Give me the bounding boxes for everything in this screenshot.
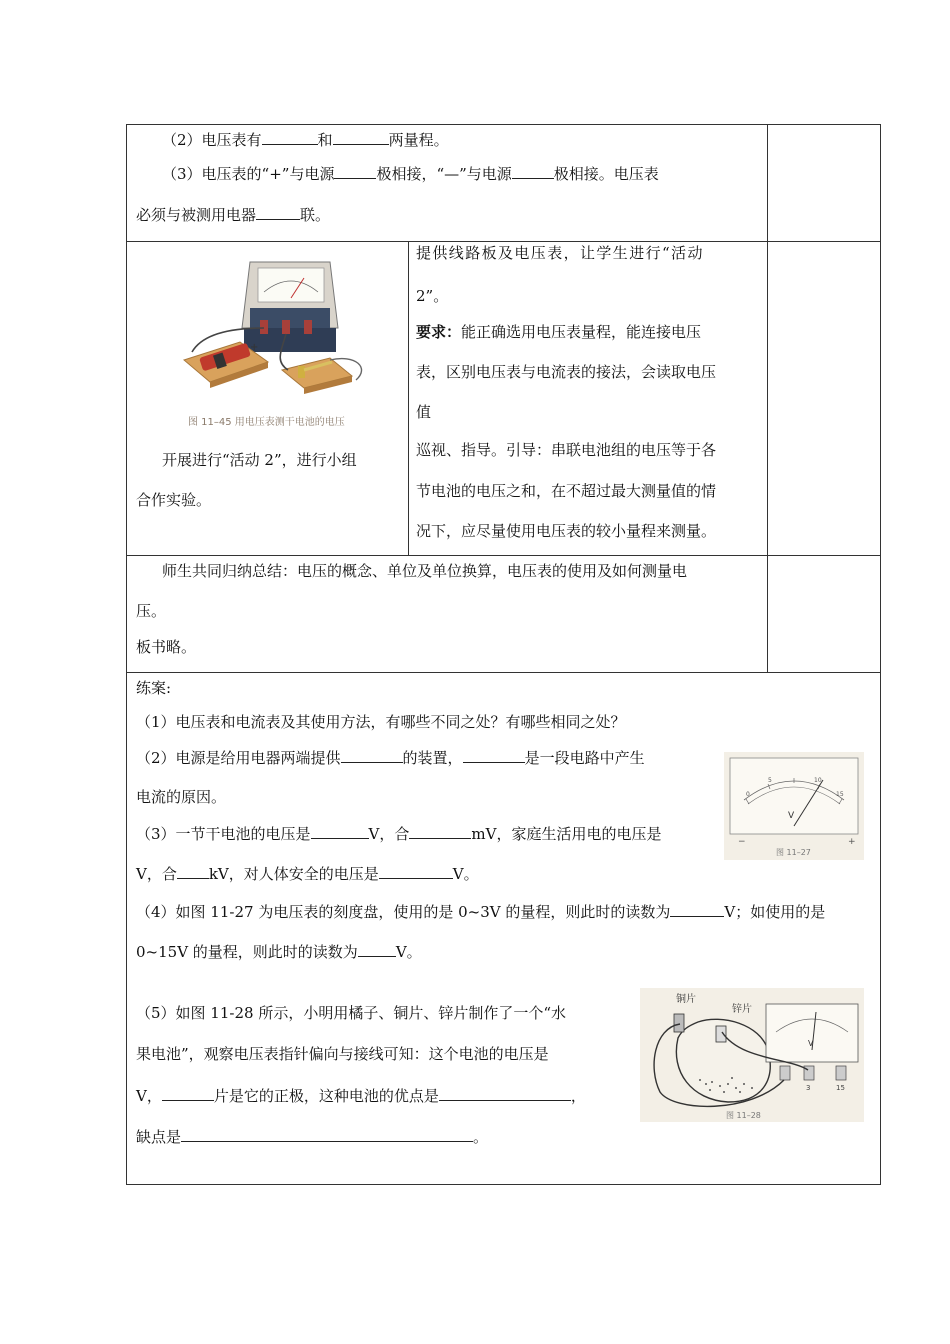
terminal-label: 3 (806, 1084, 811, 1092)
fruit-battery-illustration (640, 988, 864, 1122)
exercise-title: 练案: (136, 679, 172, 697)
text: V；如使用的是 (724, 903, 826, 921)
figure-caption: 图 11–27 (776, 848, 811, 857)
voltmeter-circuit-figure (180, 258, 380, 408)
text: （3）一节干电池的电压是 (136, 825, 311, 843)
row2-guide-line1: 巡视、指导。引导：串联电池组的电压等于各 (416, 441, 717, 459)
text: 是一段电路中产生 (524, 749, 645, 767)
fill-blank[interactable] (177, 864, 209, 879)
fill-blank[interactable] (162, 1086, 214, 1101)
row1-line1 (162, 130, 449, 150)
exercise-q5-line3 (136, 1086, 586, 1106)
fill-blank[interactable] (409, 824, 471, 839)
text: V。 (452, 865, 479, 883)
fill-blank[interactable] (256, 205, 300, 220)
table-divider (126, 555, 881, 556)
row2-requirement-line1 (416, 322, 701, 342)
svg-text:−: − (738, 837, 746, 847)
text: 联。 (300, 206, 331, 224)
terminal-label: 15 (836, 1084, 845, 1092)
voltmeter-circuit-illustration (180, 258, 380, 408)
exercise-q1: （1）电压表和电流表及其使用方法，有哪些不同之处？有哪些相同之处？ (136, 713, 626, 731)
row2-guide-line3: 况下，应尽量使用电压表的较小量程来测量。 (416, 522, 717, 540)
exercise-q5-line4 (136, 1127, 488, 1147)
dial-scale-label: 5 (768, 777, 772, 784)
row1-line3 (136, 205, 330, 225)
row2-requirement-line2: 表，区别电压表与电流表的接法，会读取电压 (416, 363, 717, 381)
zinc-plate-label: 锌片 (732, 1004, 752, 1015)
svg-text:+: + (250, 342, 259, 353)
exercise-q5-line1: （5）如图 11-28 所示，小明用橘子、铜片、锌片制作了一个“水 (136, 1004, 566, 1022)
text: V，合 (136, 865, 177, 883)
text: 极相接，“—”与电源 (376, 165, 512, 183)
dial-scale-label: 15 (836, 791, 844, 798)
text: （4）如图 11-27 为电压表的刻度盘，使用的是 0~3V 的量程，则此时的读数为 (136, 903, 671, 921)
text: 极相接。电压表 (553, 165, 659, 183)
text: 0~15V 的量程，则此时的读数为 (136, 943, 358, 961)
text: 能正确选用电压表量程，能连接电压 (461, 323, 702, 341)
row2-left-line2: 合作实验。 (136, 491, 212, 509)
text: （3）电压表的“+”与电源 (162, 165, 335, 183)
voltmeter-dial-figure (724, 752, 864, 860)
fill-blank[interactable] (262, 130, 318, 145)
svg-text:+: + (848, 837, 856, 847)
text: （2）电源是给用电器两端提供 (136, 749, 341, 767)
exercise-q5-line2: 果电池”，观察电压表指针偏向与接线可知：这个电池的电压是 (136, 1045, 549, 1063)
voltmeter-dial-illustration (724, 752, 864, 860)
fruit-battery-figure (640, 988, 864, 1122)
text: ， (570, 1087, 586, 1105)
text: 。 (473, 1128, 489, 1146)
text: 和 (317, 131, 333, 149)
text: mV，家庭生活用电的电压是 (471, 825, 662, 843)
table-divider (408, 241, 409, 555)
fill-blank[interactable] (358, 942, 396, 957)
exercise-q2-line1 (136, 748, 645, 768)
fill-blank[interactable] (333, 130, 389, 145)
figure-caption: 图 11–28 (726, 1111, 761, 1120)
fill-blank[interactable] (463, 748, 525, 763)
fill-blank[interactable] (311, 824, 369, 839)
exercise-q3-line2 (136, 864, 479, 884)
text: V，合 (368, 825, 410, 843)
fill-blank[interactable] (439, 1086, 571, 1101)
fill-blank[interactable] (341, 748, 403, 763)
fill-blank[interactable] (181, 1127, 473, 1142)
exercise-q4-line1 (136, 902, 825, 922)
copper-plate-label: 铜片 (676, 994, 696, 1005)
row1-line2 (162, 164, 659, 184)
row2-guide-line2: 节电池的电压之和，在不超过最大测量值的情 (416, 482, 717, 500)
text: kV，对人体安全的电压是 (208, 865, 379, 883)
exercise-q2-line2: 电流的原因。 (136, 788, 227, 806)
fill-blank[interactable] (379, 864, 453, 879)
row3-line1: 师生共同归纳总结：电压的概念、单位及单位换算，电压表的使用及如何测量电 (162, 562, 688, 580)
row2-right-line1: 提供线路板及电压表，让学生进行“活动 (416, 244, 704, 262)
table-divider (767, 124, 768, 672)
table-divider (126, 672, 881, 673)
row3-line3: 板书略。 (136, 638, 197, 656)
text: 片是它的正极，这种电池的优点是 (213, 1087, 439, 1105)
dial-scale-label: 10 (814, 777, 822, 784)
figure-caption: 图 11–45 用电压表测干电池的电压 (188, 417, 345, 428)
text: 的装置， (402, 749, 463, 767)
requirement-label: 要求： (416, 323, 462, 341)
text: V， (136, 1087, 162, 1105)
exercise-q3-line1 (136, 824, 661, 844)
dial-scale-label: 0 (746, 791, 750, 798)
fill-blank[interactable] (670, 902, 724, 917)
table-divider (126, 241, 881, 242)
row2-requirement-line3: 值 (416, 403, 432, 421)
text: V。 (395, 943, 422, 961)
row3-line2: 压。 (136, 602, 167, 620)
dial-unit-label: V (788, 811, 795, 821)
row2-left-line1: 开展进行“活动 2”，进行小组 (162, 451, 357, 469)
text: 缺点是 (136, 1128, 182, 1146)
text: 必须与被测用电器 (136, 206, 257, 224)
text: （2）电压表有 (162, 131, 262, 149)
text: 两量程。 (388, 131, 449, 149)
voltmeter-unit-label: V (808, 1039, 814, 1048)
exercise-q4-line2 (136, 942, 422, 962)
fill-blank[interactable] (512, 164, 554, 179)
row2-right-line2: 2”。 (416, 287, 449, 305)
fill-blank[interactable] (334, 164, 376, 179)
